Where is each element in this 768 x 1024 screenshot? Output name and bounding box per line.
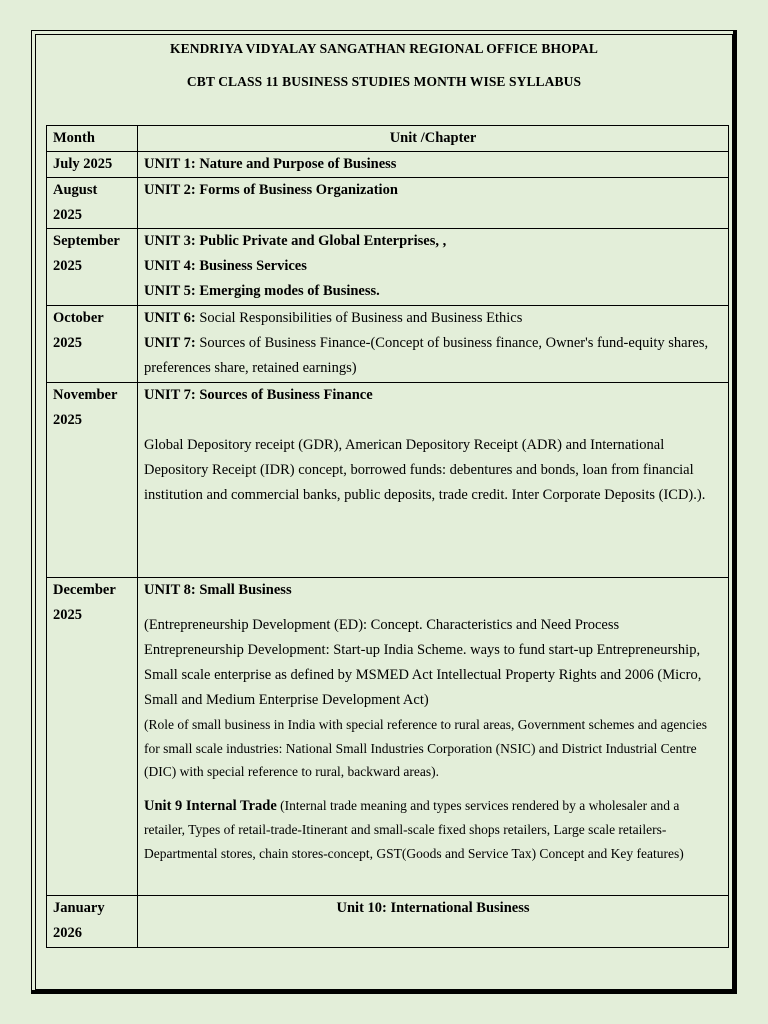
unit-heading: UNIT 1: Nature and Purpose of Business [144, 156, 397, 172]
year-label: 2025 [53, 258, 82, 274]
unit-heading: UNIT 8: Small Business [144, 582, 292, 598]
unit-description: Sources of Business Finance-(Concept of business finance, Owner's fund-equity shares, preferences share, retained earnings) [144, 335, 709, 376]
organization-title: KENDRIYA VIDYALAY SANGATHAN REGIONAL OFFICE BHOPAL [170, 41, 598, 56]
month-label: October [53, 310, 104, 326]
unit-cell [138, 178, 729, 229]
year-label: 2025 [53, 412, 82, 428]
unit-cell [138, 152, 729, 178]
unit-cell [138, 578, 729, 896]
unit-heading: Unit 9 Internal Trade [144, 797, 277, 814]
month-cell [47, 383, 138, 578]
table-row-august [47, 178, 729, 229]
unit-column-header: Unit /Chapter [138, 126, 729, 152]
month-label: July 2025 [53, 156, 113, 172]
unit-heading: UNIT 7: [144, 335, 196, 351]
unit-heading: UNIT 4: Business Services [144, 258, 307, 274]
document-title: CBT CLASS 11 BUSINESS STUDIES MONTH WISE SYLLABUS [186, 74, 582, 89]
unit-description: Social Responsibilities of Business and Business Ethics [195, 310, 523, 326]
month-cell [47, 178, 138, 229]
table-row-september [47, 229, 729, 306]
unit-description: Global Depository receipt (GDR), American Depository Receipt (ADR) and International Depository Receipt (IDR) concept, borrowed funds: debentures and bonds, loan from financial institution and commercial banks, public deposits, trade credit. Inter Corporate Deposits (ICD).). [144, 437, 706, 503]
month-label: August [53, 182, 98, 198]
unit-entry [144, 331, 722, 381]
year-label: 2025 [53, 335, 82, 351]
unit-cell [138, 306, 729, 383]
page-border-shadow-bottom [31, 990, 737, 994]
unit-heading: UNIT 3: Public Private and Global Enterprises, , [144, 233, 447, 249]
unit-entry [144, 306, 722, 331]
year-label: 2026 [53, 925, 82, 941]
unit-cell [138, 896, 729, 948]
month-column-header: Month [47, 126, 138, 152]
unit-cell [138, 229, 729, 306]
unit-description: (Internal trade meaning and types services rendered by a wholesaler and a retailer, Types of retail-trade-Itinerant and small-scale fixed shops retailers, Large scale retailers-Departmental stores, chain stores-concept, GST(Goods and Service Tax) Concept and Key features) [144, 797, 684, 861]
table-header-row [47, 126, 729, 152]
unit-heading: Unit 10: International Business [336, 900, 530, 916]
month-cell [47, 306, 138, 383]
unit-heading: UNIT 5: Emerging modes of Business. [144, 283, 380, 299]
month-cell [47, 896, 138, 948]
month-cell [47, 578, 138, 896]
year-label: 2025 [53, 207, 82, 223]
month-cell [47, 229, 138, 306]
month-cell [47, 152, 138, 178]
month-label: September [53, 233, 120, 249]
unit-description: (Role of small business in India with special reference to rural areas, Government schemes and agencies for small scale industries: National Small Industries Corporation (NSIC) and District Industrial Centre (DIC) with special reference to rural, backward areas). [144, 717, 708, 779]
unit-cell [138, 383, 729, 578]
month-label: November [53, 387, 118, 403]
unit-description: (Entrepreneurship Development (ED): Concept. Characteristics and Need Process Entrepreneurship Development: Start-up India Scheme. ways to fund start-up Entrepreneurship, Small scale enterprise as defined by MSMED Act Intellectual Property Rights and 2006 (Micro, Small and Medium Enterprise Development Act) [144, 617, 702, 708]
table-row-november [47, 383, 729, 578]
table-row-january [47, 896, 729, 948]
page-border-shadow-right [733, 30, 737, 994]
year-label: 2025 [53, 607, 82, 623]
unit-heading: UNIT 6: [144, 310, 196, 326]
unit-heading: UNIT 2: Forms of Business Organization [144, 182, 398, 198]
unit-entry [144, 794, 722, 866]
syllabus-table [46, 125, 729, 948]
table-row-october [47, 306, 729, 383]
month-label: January [53, 900, 105, 916]
table-row-december [47, 578, 729, 896]
unit-heading: UNIT 7: Sources of Business Finance [144, 387, 373, 403]
month-label: December [53, 582, 116, 598]
table-row-july [47, 152, 729, 178]
